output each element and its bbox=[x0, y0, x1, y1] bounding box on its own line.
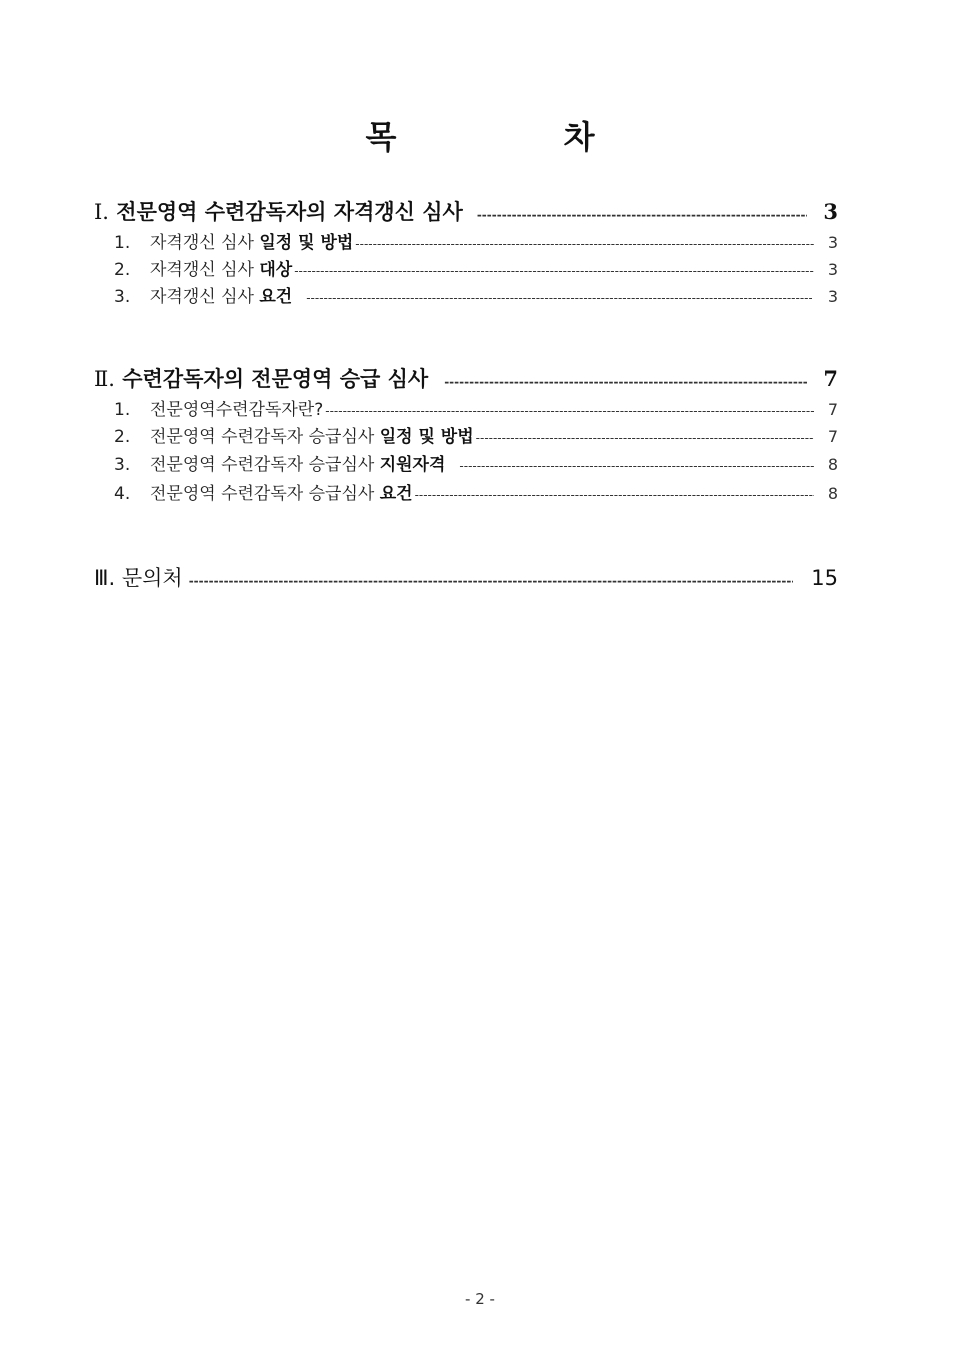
dot-leader bbox=[325, 404, 814, 418]
toc-item[interactable]: 3. 자격갱신 심사 요건 ----- 3 bbox=[0, 282, 960, 307]
page-number: 3 bbox=[827, 260, 838, 279]
toc-item[interactable]: 4. 전문영역 수련감독자 승급심사 요건 ----- 8 bbox=[0, 479, 960, 504]
section-numeral: Ⅰ. bbox=[94, 200, 109, 224]
page-number: 3 bbox=[827, 233, 838, 252]
page-footer-number: - 2 - bbox=[465, 1290, 495, 1308]
toc-section-2[interactable] bbox=[0, 363, 960, 393]
page-number: 7 bbox=[827, 427, 838, 446]
dot-leader bbox=[306, 291, 812, 305]
page-number: 7 bbox=[827, 400, 838, 419]
dot-leader bbox=[476, 431, 814, 445]
dot-leader bbox=[459, 459, 813, 473]
toc-item[interactable]: 3. 전문영역 수련감독자 승급심사 지원자격 ----- 8 bbox=[0, 450, 960, 475]
section-numeral: Ⅱ. bbox=[94, 367, 115, 391]
section-title: 수련감독자의 전문영역 승급 심사 bbox=[122, 367, 429, 391]
page-number: 8 bbox=[827, 455, 838, 474]
page-number: 15 bbox=[811, 566, 838, 590]
page-number: 3 bbox=[827, 287, 838, 306]
page-number: 7 bbox=[823, 366, 838, 391]
dot-leader bbox=[189, 574, 794, 588]
section-title: 문의처 bbox=[121, 566, 183, 590]
toc-section-3[interactable] bbox=[0, 562, 960, 592]
toc-item[interactable]: 2. 자격갱신 심사 대상 ----- 3 bbox=[0, 255, 960, 280]
page-number: 8 bbox=[827, 484, 838, 503]
toc-section-1[interactable] bbox=[0, 196, 960, 226]
toc-item[interactable]: 2. 전문영역 수련감독자 승급심사 일정 및 방법 ----- 7 bbox=[0, 422, 960, 447]
dot-leader bbox=[477, 208, 808, 222]
dot-leader bbox=[444, 375, 807, 389]
dot-leader bbox=[415, 488, 814, 502]
dot-leader bbox=[355, 237, 814, 251]
section-title: 전문영역 수련감독자의 자격갱신 심사 bbox=[116, 200, 463, 224]
toc-title: 목 차 bbox=[365, 118, 673, 156]
dot-leader bbox=[294, 264, 814, 278]
page-number: 3 bbox=[823, 199, 838, 224]
toc-item[interactable]: 1. 자격갱신 심사 일정 및 방법 ----- 3 bbox=[0, 228, 960, 253]
section-numeral: Ⅲ. bbox=[94, 566, 116, 590]
toc-item[interactable]: 1. 전문영역수련감독자란? ----- 7 bbox=[0, 395, 960, 420]
